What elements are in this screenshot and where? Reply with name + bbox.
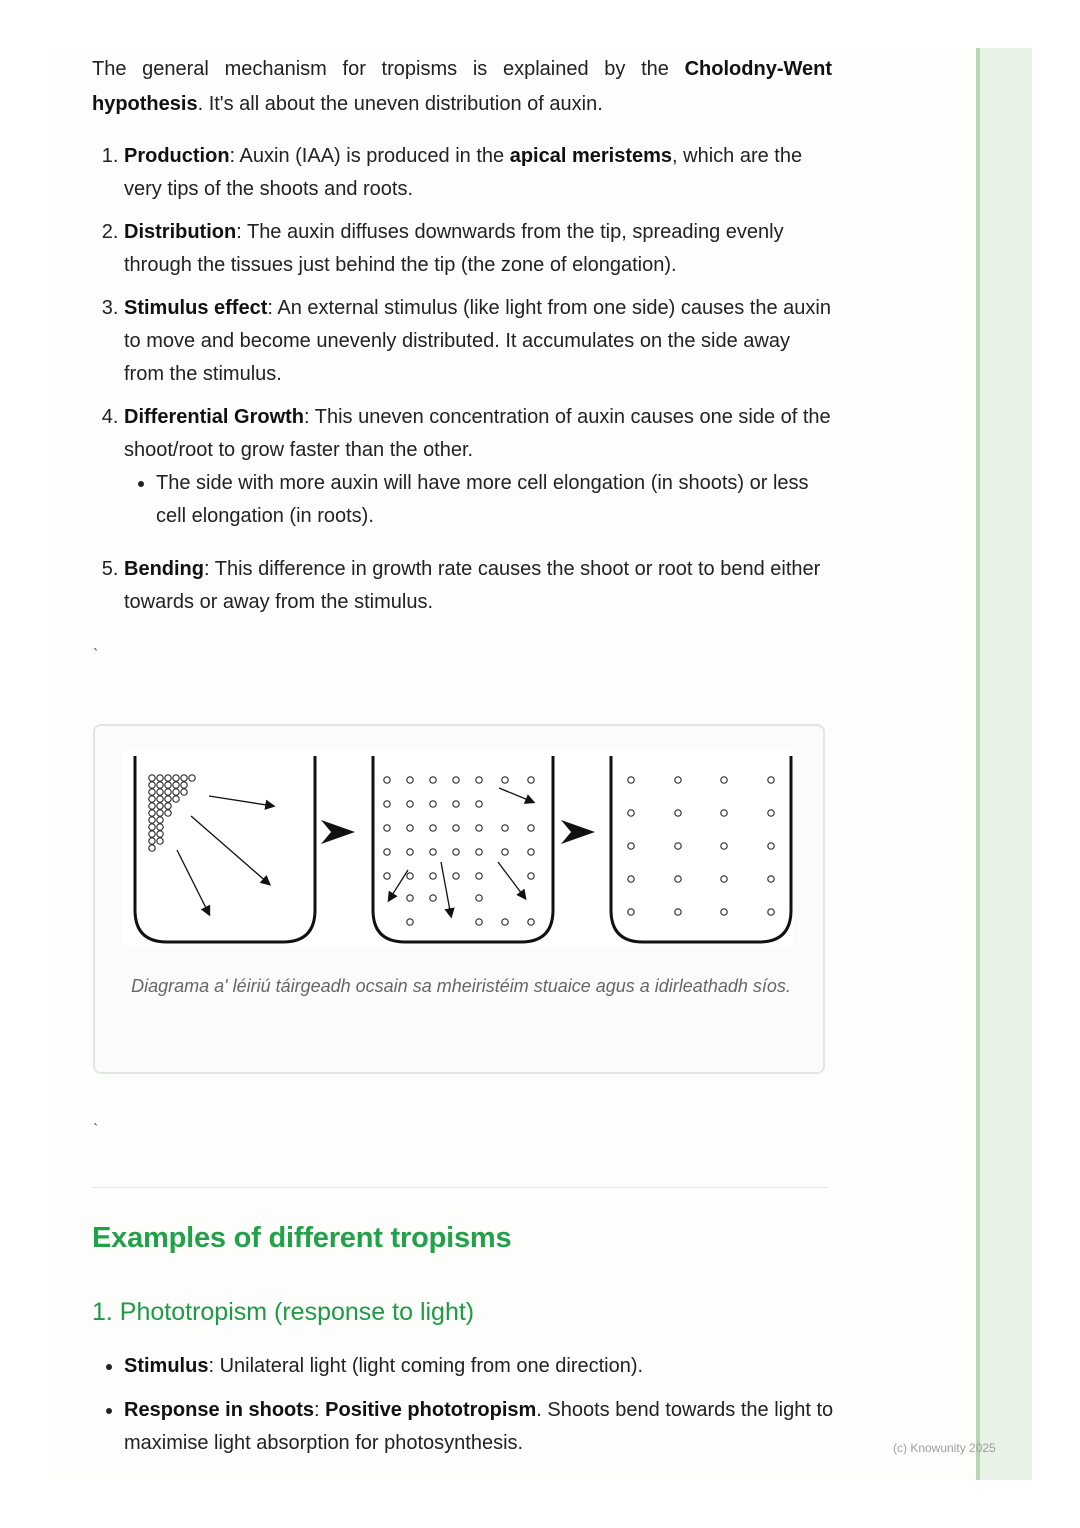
- section-heading: Examples of different tropisms: [92, 1222, 512, 1254]
- step-stimulus-effect: 3. Stimulus effect: An external stimulus (like light from one side) causes the auxin to move and become unevenly distributed. It accumulates on the side away from the stimulus.: [124, 292, 832, 391]
- subsection-heading: 1. Phototropism (response to light): [92, 1298, 475, 1326]
- figure-container: [93, 724, 825, 1074]
- list-item-stimulus: • Stimulus: Unilateral light (light coming from one direction).: [124, 1350, 864, 1383]
- copyright-notice: (c) Knowunity 2025: [893, 1441, 996, 1455]
- beaker-3: [611, 756, 791, 942]
- main-content: [92, 52, 832, 629]
- side-strip: [976, 48, 1032, 1480]
- auxin-diagram: [123, 750, 793, 946]
- stray-tick-mark: `: [93, 647, 99, 664]
- list-item-response-shoots: • Response in shoots: Positive phototropism. Shoots bend towards the light to maximise light absorption for photosynthesis.: [124, 1394, 864, 1460]
- step-differential-growth: 4. Differential Growth: This uneven concentration of auxin causes one side of the shoot/root to grow faster than the other. • The side with more auxin will have more cell elongation (in shoots) or less cell elongation (in roots).: [124, 401, 832, 533]
- intro-paragraph: The general mechanism for tropisms is explained by the Cholodny-Went hypothesis. It's all about the uneven distribution of auxin.: [92, 58, 832, 115]
- section-divider: [92, 1187, 828, 1188]
- phototropism-list: [92, 1350, 864, 1471]
- arrow-right-2: [561, 820, 595, 844]
- beaker-1: [135, 756, 315, 942]
- step-production: 1. Production: Auxin (IAA) is produced in the apical meristems, which are the very tips of the shoots and roots.: [124, 140, 832, 206]
- stray-tick-mark: `: [93, 1122, 99, 1139]
- mechanism-steps-list: [92, 140, 832, 619]
- step-bending: 5. Bending: This difference in growth rate causes the shoot or root to bend either towards or away from the stimulus.: [124, 553, 832, 619]
- figure-caption: Diagrama a' léiriú táirgeadh ocsain sa mheiristéim stuaice agus a idirleathadh síos.: [131, 976, 791, 996]
- beaker-2: [373, 756, 553, 942]
- step-distribution: 2. Distribution: The auxin diffuses downwards from the tip, spreading evenly through the tissues just behind the tip (the zone of elongation).: [124, 216, 832, 282]
- arrow-right-1: [321, 820, 355, 844]
- differential-growth-subitem: • The side with more auxin will have more cell elongation (in shoots) or less cell elongation (in roots).: [156, 467, 832, 533]
- differential-growth-sublist: [124, 467, 832, 533]
